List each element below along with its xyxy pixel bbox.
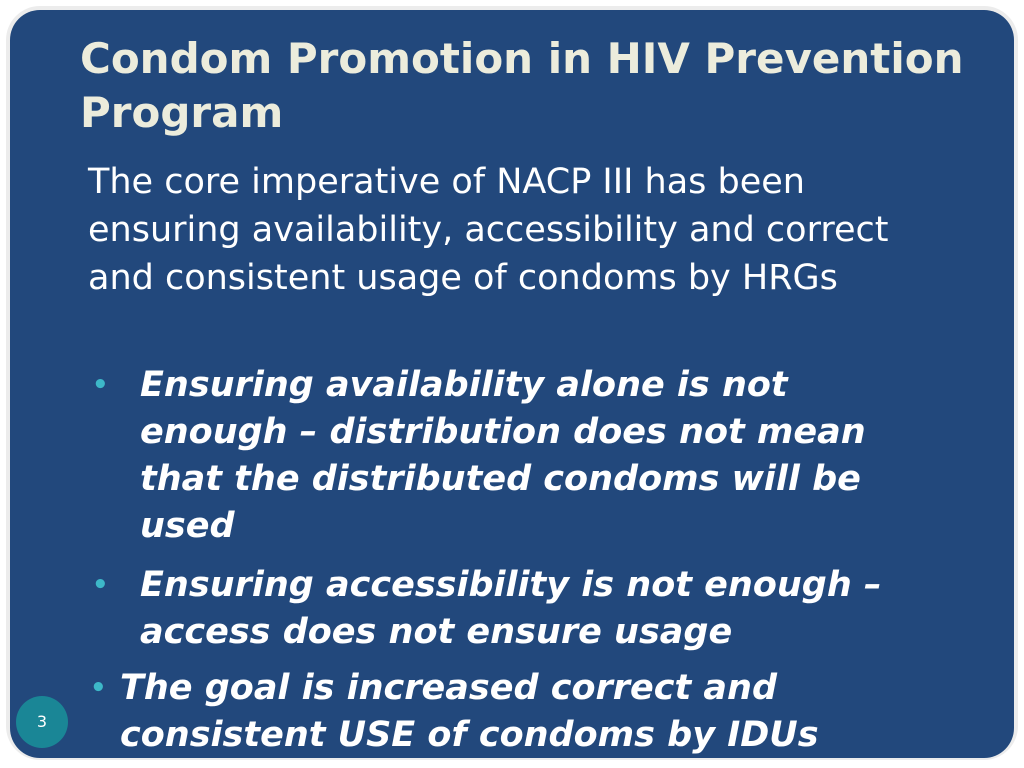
- slide-title: Condom Promotion in HIV Prevention Program: [80, 34, 964, 137]
- bullet-icon: •: [92, 570, 109, 600]
- bullet-text: Ensuring availability alone is not enough – distribution does not mean that the distributed condoms will be used: [140, 365, 866, 546]
- bullet-item-2: [92, 562, 930, 656]
- bullet-icon: •: [90, 673, 107, 703]
- bullet-text: The goal is increased correct and consistent USE of condoms by IDUs: [120, 668, 819, 755]
- slide: [10, 10, 1014, 758]
- slide-number-badge: 3: [16, 696, 68, 748]
- bullet-item-3: [90, 665, 920, 758]
- intro-paragraph: The core imperative of NACP III has been ensuring availability, accessibility and correct and consistent usage of condoms by HRGs: [88, 162, 889, 298]
- bullet-text: Ensuring accessibility is not enough – access does not ensure usage: [140, 565, 882, 652]
- bullet-item-1: [92, 362, 930, 550]
- bullet-icon: •: [92, 370, 109, 400]
